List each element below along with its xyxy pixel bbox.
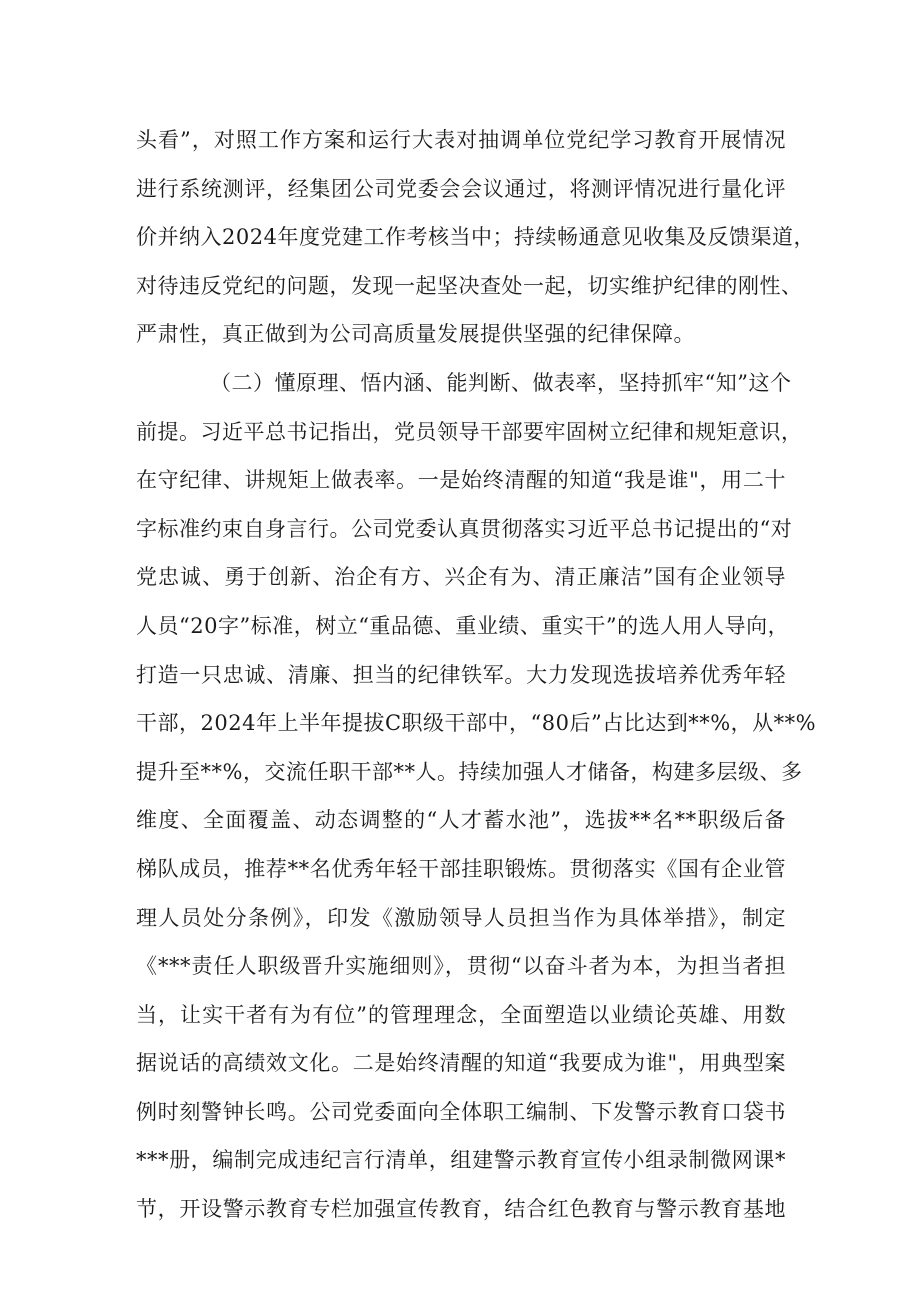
text-line: 节，开设警示教育专栏加强宣传教育，结合红色教育与警示教育基地 [136, 1197, 786, 1222]
text-line: ***册，编制完成违纪言行清单，组建警示教育宣传小组录制微网课* [136, 1148, 786, 1173]
text-line: 前提。习近平总书记指出，党员领导干部要牢固树立纪律和规矩意识， [136, 419, 803, 444]
text-line: 理人员处分条例》，印发《激励领导人员担当作为具体举措》，制定 [136, 905, 786, 930]
text-line: 人员“20字”标准，树立“重品德、重业绩、重实干”的选人用人导向， [136, 613, 790, 638]
text-line: 《***责任人职级晋升实施细则》，贯彻“以奋斗者为本，为担当者担 [136, 954, 786, 979]
text-line: 在守纪律、讲规矩上做表率。一是始终清醒的知道“我是谁"，用二十 [136, 468, 786, 493]
text-line: 维度、全面覆盖、动态调整的“人才蓄水池”，选拔**名**职级后备 [136, 808, 786, 833]
text-line: 打造一只忠诚、清廉、担当的纪律铁军。大力发现选拔培养优秀年轻 [136, 662, 786, 687]
text-line: 梯队成员，推荐**名优秀年轻干部挂职锻炼。贯彻落实《国有企业管 [136, 856, 786, 881]
text-line: 进行系统测评，经集团公司党委会会议通过，将测评情况进行量化评 [136, 176, 786, 201]
text-line: 党忠诚、勇于创新、治企有方、兴企有为、清正廉洁”国有企业领导 [136, 565, 786, 590]
text-line: 对待违反党纪的问题，发现一起坚决查处一起，切实维护纪律的刚性、 [136, 273, 803, 298]
text-line: 干部，2024年上半年提拔C职级干部中，“80后”占比达到**%，从**% [136, 711, 817, 736]
section-heading-line: （二）懂原理、悟内涵、能判断、做表率，坚持抓牢“知”这个 [210, 370, 792, 395]
text-line: 头看”，对照工作方案和运行大表对抽调单位党纪学习教育开展情况 [136, 128, 786, 152]
text-line: 字标准约束自身言行。公司党委认真贯彻落实习近平总书记提出的“对 [136, 516, 793, 541]
text-line: 提升至**%，交流任职干部**人。持续加强人才储备，构建多层级、多 [136, 759, 803, 784]
text-line: 当，让实干者有为有位”的管理理念，全面塑造以业绩论英雄、用数 [136, 1002, 786, 1027]
text-line: 严肃性，真正做到为公司高质量发展提供坚强的纪律保障。 [136, 322, 695, 347]
text-line: 据说话的高绩效文化。二是始终清醒的知道“我要成为谁"，用典型案 [136, 1051, 786, 1076]
body-text [136, 116, 817, 1234]
text-line: 例时刻警钟长鸣。公司党委面向全体职工编制、下发警示教育口袋书 [136, 1099, 786, 1124]
text-line: 价并纳入2024年度党建工作考核当中；持续畅通意见收集及反馈渠道， [136, 225, 815, 250]
